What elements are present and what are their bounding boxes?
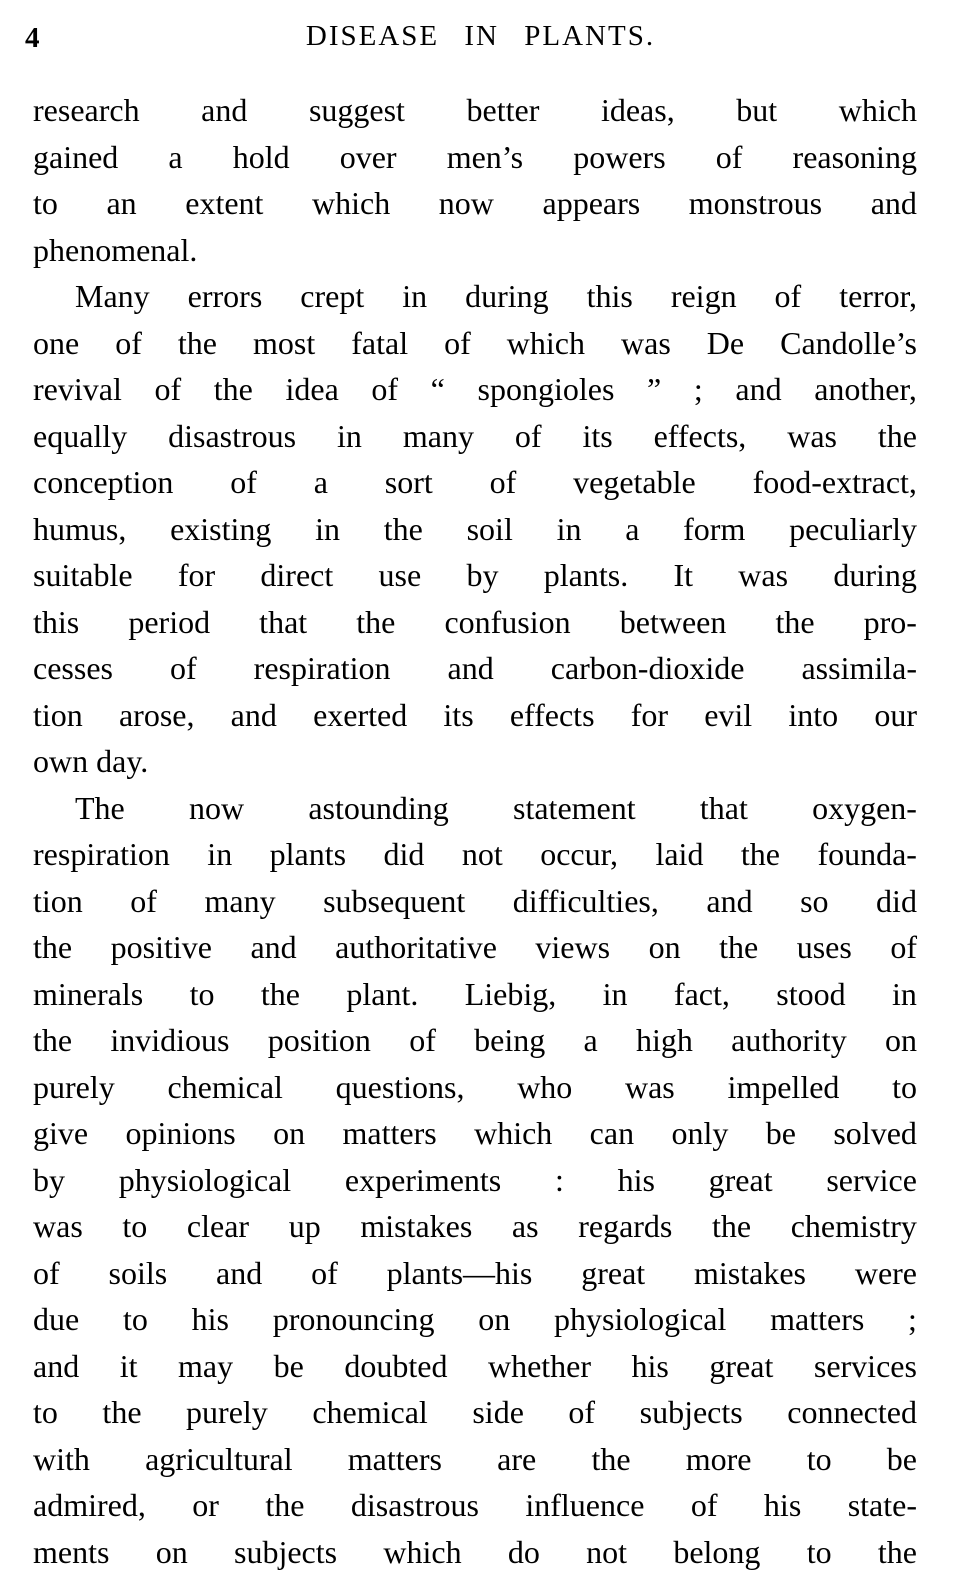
word: more	[685, 1440, 752, 1477]
word: of	[311, 1254, 338, 1291]
word: mistakes	[694, 1254, 806, 1291]
text-line	[33, 1296, 917, 1343]
word: our	[874, 696, 917, 733]
word: views	[535, 929, 611, 965]
text-line	[33, 1110, 917, 1157]
word: the	[33, 1022, 73, 1058]
word: to	[892, 1068, 917, 1105]
word: his	[631, 1347, 669, 1384]
word: experiments	[344, 1161, 502, 1198]
word: only	[671, 1115, 729, 1151]
word: exerted	[313, 696, 408, 733]
word: on	[478, 1301, 511, 1337]
word: direct	[260, 557, 334, 593]
word: in	[207, 836, 233, 872]
word: doubted	[344, 1347, 448, 1384]
word: during	[465, 278, 549, 314]
word: it	[119, 1347, 138, 1384]
word: disastrous	[168, 417, 297, 454]
word: better	[466, 92, 540, 128]
word: terror,	[839, 278, 917, 314]
word: reign	[670, 278, 737, 314]
word: a	[583, 1022, 598, 1058]
word: belong	[673, 1533, 761, 1570]
word: due	[33, 1301, 80, 1337]
word: between	[619, 603, 727, 640]
word: to	[33, 185, 58, 221]
word: an	[106, 185, 137, 221]
word: oxygen-	[812, 789, 917, 826]
word: gained	[33, 138, 119, 175]
word: during	[833, 557, 917, 593]
word: but	[736, 92, 778, 128]
word: was	[33, 1208, 83, 1244]
word: into	[788, 696, 839, 733]
word: physiological	[118, 1161, 292, 1198]
text-line: own day.	[33, 743, 149, 779]
word: a	[313, 464, 328, 500]
word: and	[447, 650, 494, 686]
word: to	[122, 1208, 148, 1244]
word: stood	[776, 975, 846, 1012]
word: The	[75, 789, 125, 826]
word: mistakes	[360, 1208, 473, 1244]
word: on	[273, 1115, 306, 1151]
word: side	[472, 1394, 524, 1430]
word: with	[33, 1440, 90, 1477]
word: matters	[347, 1440, 442, 1477]
word: founda-	[817, 836, 917, 872]
word: to	[122, 1301, 148, 1337]
word: of	[169, 650, 197, 686]
word: services	[813, 1347, 917, 1384]
text-line	[33, 1064, 917, 1111]
word: statement	[513, 789, 636, 826]
word: purely	[33, 1068, 115, 1105]
word: and	[735, 371, 782, 407]
word: in	[315, 510, 341, 547]
word: another,	[814, 371, 917, 407]
word: admired,	[33, 1487, 146, 1523]
text-line	[33, 1529, 917, 1576]
word: up	[288, 1208, 321, 1244]
word: a	[168, 138, 183, 175]
text-line	[33, 320, 917, 367]
word: difficulties,	[512, 882, 659, 919]
text-line	[33, 645, 917, 692]
word: many	[204, 882, 276, 919]
word: the	[775, 603, 815, 640]
word: so	[800, 882, 829, 919]
word: sort	[384, 464, 433, 500]
word: astounding	[308, 789, 449, 826]
word: of	[514, 417, 542, 454]
text-line	[33, 599, 917, 646]
word: high	[635, 1022, 693, 1058]
word: opinions	[125, 1115, 236, 1151]
word: in	[337, 417, 362, 454]
word: service	[826, 1161, 917, 1198]
word: existing	[170, 510, 272, 547]
word: fatal	[351, 324, 409, 361]
text-line	[33, 1250, 917, 1297]
word: which	[506, 324, 585, 361]
word: plant.	[346, 975, 419, 1012]
word: subjects	[639, 1394, 743, 1430]
word: of	[774, 278, 802, 314]
text-line	[33, 273, 917, 320]
word: on	[648, 929, 681, 965]
word: which	[312, 185, 391, 221]
text-line	[33, 1436, 917, 1483]
word: arose,	[118, 696, 195, 733]
word: disastrous	[350, 1487, 479, 1523]
text-line	[33, 878, 917, 925]
page-number: 4	[25, 22, 40, 54]
paragraph	[33, 273, 917, 785]
word: suitable	[33, 557, 133, 593]
word: position	[267, 1022, 371, 1058]
word: crept	[300, 278, 365, 314]
word: the	[177, 324, 217, 361]
word: of	[33, 1254, 60, 1291]
word: respiration	[253, 650, 391, 686]
word: now	[188, 789, 245, 826]
word: regards	[578, 1208, 673, 1244]
paragraph	[33, 87, 917, 273]
word: errors	[187, 278, 263, 314]
word: :	[554, 1161, 564, 1198]
word: purely	[186, 1394, 268, 1430]
word: cesses	[33, 650, 113, 686]
word: of	[371, 371, 399, 407]
word: of	[130, 882, 157, 919]
word: of	[154, 371, 182, 407]
word: Candolle’s	[780, 324, 917, 361]
text-line: phenomenal.	[33, 231, 198, 268]
word: of	[409, 1022, 436, 1058]
word: not	[461, 836, 503, 872]
word: pro-	[863, 603, 917, 640]
word: and	[230, 696, 277, 733]
word: were	[854, 1254, 917, 1291]
word: chemical	[312, 1394, 428, 1430]
word: was	[738, 557, 789, 593]
word: this	[586, 278, 633, 314]
word: can	[589, 1115, 635, 1151]
word: the	[33, 929, 73, 965]
word: in	[892, 975, 917, 1012]
text-line	[33, 180, 917, 227]
word: physiological	[553, 1301, 727, 1337]
word: the	[260, 975, 300, 1012]
word: his	[763, 1487, 802, 1523]
word: did	[383, 836, 425, 872]
word: to	[806, 1440, 832, 1477]
word: appears	[542, 185, 641, 221]
text-line	[33, 831, 917, 878]
word: De	[706, 324, 745, 361]
word: “	[430, 371, 445, 407]
word: tion	[33, 882, 83, 919]
word: this	[33, 603, 80, 640]
word: was	[624, 1068, 675, 1105]
text-block	[33, 87, 917, 1575]
word: that	[259, 603, 308, 640]
word: which	[383, 1533, 462, 1570]
word: his	[617, 1161, 655, 1198]
word: and	[216, 1254, 263, 1291]
word: period	[128, 603, 211, 640]
word: and	[706, 882, 753, 919]
paragraph	[33, 785, 917, 1576]
word: ”	[647, 371, 662, 407]
word: give	[33, 1115, 89, 1151]
word: of	[568, 1394, 596, 1430]
word: peculiarly	[789, 510, 917, 547]
text-line	[33, 785, 917, 832]
word: agricultural	[145, 1440, 293, 1477]
word: that	[699, 789, 748, 826]
word: its	[443, 696, 474, 733]
word: in	[602, 975, 628, 1012]
word: confusion	[444, 603, 571, 640]
word: most	[253, 324, 316, 361]
word: of	[715, 138, 743, 175]
word: on	[155, 1533, 188, 1570]
word: Liebig,	[464, 975, 557, 1012]
word: be	[765, 1115, 796, 1151]
word: many	[402, 417, 474, 454]
word: for	[177, 557, 216, 593]
word: the	[591, 1440, 631, 1477]
text-line	[33, 924, 917, 971]
text-line	[33, 1157, 917, 1204]
word: evil	[704, 696, 753, 733]
word: ideas,	[600, 92, 675, 128]
word: matters	[770, 1301, 865, 1337]
word: research	[33, 92, 140, 128]
word: clear	[186, 1208, 250, 1244]
word: respiration	[33, 836, 170, 872]
word: over	[339, 138, 397, 175]
text-line	[33, 366, 917, 413]
word: occur,	[540, 836, 618, 872]
word: ments	[33, 1533, 110, 1570]
word: to	[33, 1394, 58, 1430]
word: reasoning	[792, 138, 917, 175]
word: soil	[466, 510, 513, 547]
word: It	[673, 557, 694, 593]
word: whether	[487, 1347, 592, 1384]
word: extent	[185, 185, 264, 221]
word: being	[474, 1022, 546, 1058]
word: which	[474, 1115, 553, 1151]
word: are	[497, 1440, 537, 1477]
word: and	[250, 929, 297, 965]
text-line	[33, 87, 917, 134]
word: use	[378, 557, 422, 593]
word: hold	[232, 138, 290, 175]
word: great	[709, 1347, 774, 1384]
word: the	[740, 836, 780, 872]
word: Many	[75, 278, 150, 314]
word: positive	[110, 929, 212, 965]
word: minerals	[33, 975, 144, 1012]
word: the	[712, 1208, 752, 1244]
word: assimila-	[801, 650, 917, 686]
word: plants.	[543, 557, 629, 593]
word: tion	[33, 696, 83, 733]
word: by	[466, 557, 499, 593]
word: form	[683, 510, 746, 547]
word: one	[33, 324, 80, 361]
word: matters	[342, 1115, 437, 1151]
word: pronouncing	[272, 1301, 435, 1337]
word: authoritative	[335, 929, 497, 965]
word: chemistry	[790, 1208, 917, 1244]
word: who	[517, 1068, 573, 1105]
word: of	[489, 464, 517, 500]
word: solved	[833, 1115, 917, 1151]
word: the	[356, 603, 396, 640]
word: effects,	[653, 417, 747, 454]
word: equally	[33, 417, 128, 454]
word: in	[402, 278, 428, 314]
word: ;	[693, 371, 703, 407]
word: not	[586, 1533, 628, 1570]
word: its	[582, 417, 613, 454]
word: fact,	[673, 975, 730, 1012]
word: effects	[509, 696, 595, 733]
word: do	[507, 1533, 540, 1570]
word: subjects	[234, 1533, 338, 1570]
word: suggest	[308, 92, 405, 128]
word: plants—his	[386, 1254, 533, 1291]
text-line	[33, 459, 917, 506]
word: plants	[269, 836, 347, 872]
word: powers	[573, 138, 666, 175]
word: carbon-dioxide	[550, 650, 745, 686]
word: state-	[847, 1487, 917, 1523]
word: ;	[908, 1301, 917, 1337]
word: vegetable	[573, 464, 696, 500]
text-line	[33, 1203, 917, 1250]
word: connected	[787, 1394, 917, 1430]
word: uses	[796, 929, 852, 965]
word: invidious	[110, 1022, 230, 1058]
word: may	[178, 1347, 234, 1384]
text-line	[33, 413, 917, 460]
word: the	[383, 510, 423, 547]
text-line	[33, 134, 917, 181]
word: monstrous	[688, 185, 823, 221]
word: was	[787, 417, 837, 454]
word: authority	[731, 1022, 847, 1058]
word: of	[230, 464, 257, 500]
text-line	[33, 692, 917, 739]
word: to	[189, 975, 215, 1012]
word: humus,	[33, 510, 127, 547]
running-header	[0, 18, 961, 56]
word: did	[876, 882, 917, 919]
word: to	[806, 1533, 832, 1570]
word: great	[581, 1254, 646, 1291]
word: great	[708, 1161, 773, 1198]
word: of	[690, 1487, 718, 1523]
word: his	[191, 1301, 229, 1337]
word: conception	[33, 464, 174, 500]
word: soils	[108, 1254, 168, 1291]
word: be	[886, 1440, 917, 1477]
word: the	[719, 929, 759, 965]
word: chemical	[167, 1068, 283, 1105]
word: men’s	[446, 138, 524, 175]
word: and	[870, 185, 917, 221]
word: spongioles	[477, 371, 615, 407]
text-line	[33, 1389, 917, 1436]
word: as	[511, 1208, 539, 1244]
word: now	[438, 185, 494, 221]
word: idea	[285, 371, 339, 407]
word: impelled	[727, 1068, 840, 1105]
word: revival	[33, 371, 122, 407]
word: laid	[655, 836, 704, 872]
word: a	[625, 510, 640, 547]
word: be	[273, 1347, 304, 1384]
text-line	[33, 1017, 917, 1064]
word: of	[115, 324, 142, 361]
word: which	[838, 92, 917, 128]
word: by	[33, 1161, 65, 1198]
word: the	[877, 1533, 917, 1570]
word: of	[444, 324, 471, 361]
text-line	[33, 506, 917, 553]
text-line	[33, 1343, 917, 1390]
word: for	[630, 696, 669, 733]
word: and	[201, 92, 248, 128]
text-line	[33, 971, 917, 1018]
word: the	[265, 1487, 305, 1523]
word: was	[621, 324, 671, 361]
word: food-extract,	[752, 464, 917, 500]
word: influence	[525, 1487, 645, 1523]
text-line	[33, 1482, 917, 1529]
text-line	[33, 552, 917, 599]
word: in	[556, 510, 582, 547]
word: questions,	[335, 1068, 465, 1105]
word: on	[884, 1022, 917, 1058]
running-title: DISEASE IN PLANTS.	[305, 20, 656, 52]
word: the	[102, 1394, 142, 1430]
word: or	[192, 1487, 219, 1523]
word: and	[33, 1347, 80, 1384]
word: of	[890, 929, 917, 965]
word: subsequent	[323, 882, 466, 919]
word: the	[213, 371, 253, 407]
word: the	[877, 417, 917, 454]
